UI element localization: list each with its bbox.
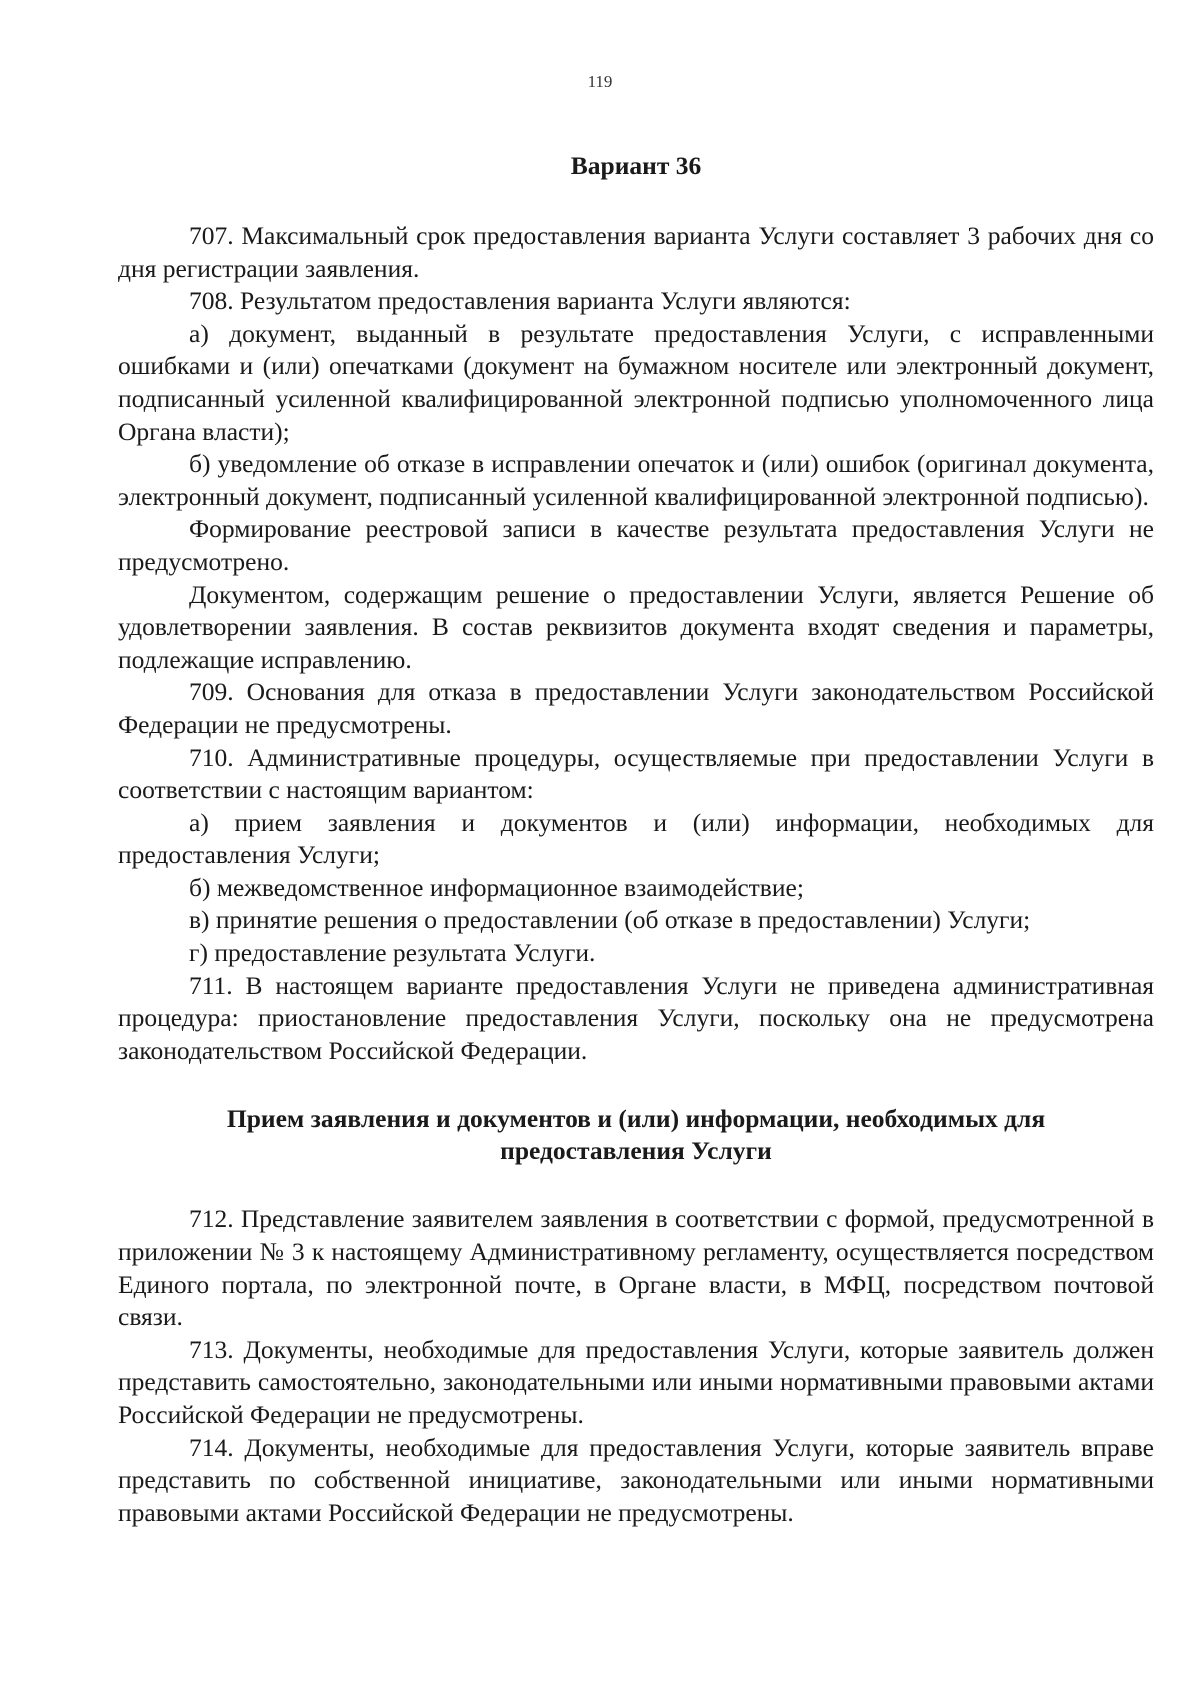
- paragraph-713: 713. Документы, необходимые для предоставления Услуги, которые заявитель должен представить самостоятельно, законодательными или иными нормативными правовыми актами Российской Федерации не предусмотрены.: [118, 1334, 1154, 1429]
- list-item-710-c: в) принятие решения о предоставлении (об отказе в предоставлении) Услуги;: [189, 905, 1031, 935]
- subsection-title-line-1: Прием заявления и документов и (или) информации, необходимых для: [226, 1104, 1046, 1134]
- paragraph-registry-record: Формирование реестровой записи в качестве результата предоставления Услуги не предусмотрено.: [118, 514, 1154, 576]
- paragraph-711: 711. В настоящем варианте предоставления Услуги не приведена административная процедура: приостановление предоставления Услуги, поскольку она не предусмотрена законодательством Российской Федерации.: [118, 970, 1154, 1065]
- subsection-title-line-2: предоставления Услуги: [500, 1136, 772, 1166]
- section-title: Вариант 36: [570, 151, 702, 180]
- paragraph-708: 708. Результатом предоставления варианта Услуги являются:: [189, 286, 851, 316]
- page-content: [118, 150, 1154, 1529]
- paragraph-707: 707. Максимальный срок предоставления варианта Услуги составляет 3 рабочих дня со дня регистрации заявления.: [118, 221, 1154, 283]
- paragraph-709: 709. Основания для отказа в предоставлении Услуги законодательством Российской Федерации не предусмотрены.: [118, 677, 1154, 739]
- paragraph-712: 712. Представление заявителем заявления в соответствии с формой, предусмотренной в приложении № 3 к настоящему Административному регламенту, осуществляется посредством Единого портала, по электронной почте, в Органе власти, в МФЦ, посредством почтовой связи.: [118, 1204, 1154, 1332]
- list-item-708-b: б) уведомление об отказе в исправлении опечаток и (или) ошибок (оригинал документа, электронный документ, подписанный усиленной квалифицированной электронной подписью).: [118, 449, 1154, 511]
- list-item-710-b: б) межведомственное информационное взаимодействие;: [189, 872, 804, 902]
- list-item-708-a: а) документ, выданный в результате предоставления Услуги, с исправленными ошибками и (или) опечатками (документ на бумажном носителе или электронный документ, подписанный усиленной квалифицированной электронной подписью уполномоченного лица Органа власти);: [118, 318, 1154, 446]
- page-number: 119: [587, 72, 613, 91]
- paragraph-decision-document: Документом, содержащим решение о предоставлении Услуги, является Решение об удовлетворении заявления. В состав реквизитов документа входят сведения и параметры, подлежащие исправлению.: [118, 579, 1154, 674]
- list-item-710-d: г) предоставление результата Услуги.: [189, 938, 596, 968]
- paragraph-710: 710. Административные процедуры, осуществляемые при предоставлении Услуги в соответствии с настоящим вариантом:: [118, 742, 1154, 805]
- subsection-title: [118, 1103, 1154, 1167]
- paragraph-714: 714. Документы, необходимые для предоставления Услуги, которые заявитель вправе представить по собственной инициативе, законодательными или иными нормативными правовыми актами Российской Федерации не предусмотрены.: [118, 1432, 1154, 1527]
- list-item-710-a: а) прием заявления и документов и (или) информации, необходимых для предоставления Услуги;: [118, 807, 1154, 870]
